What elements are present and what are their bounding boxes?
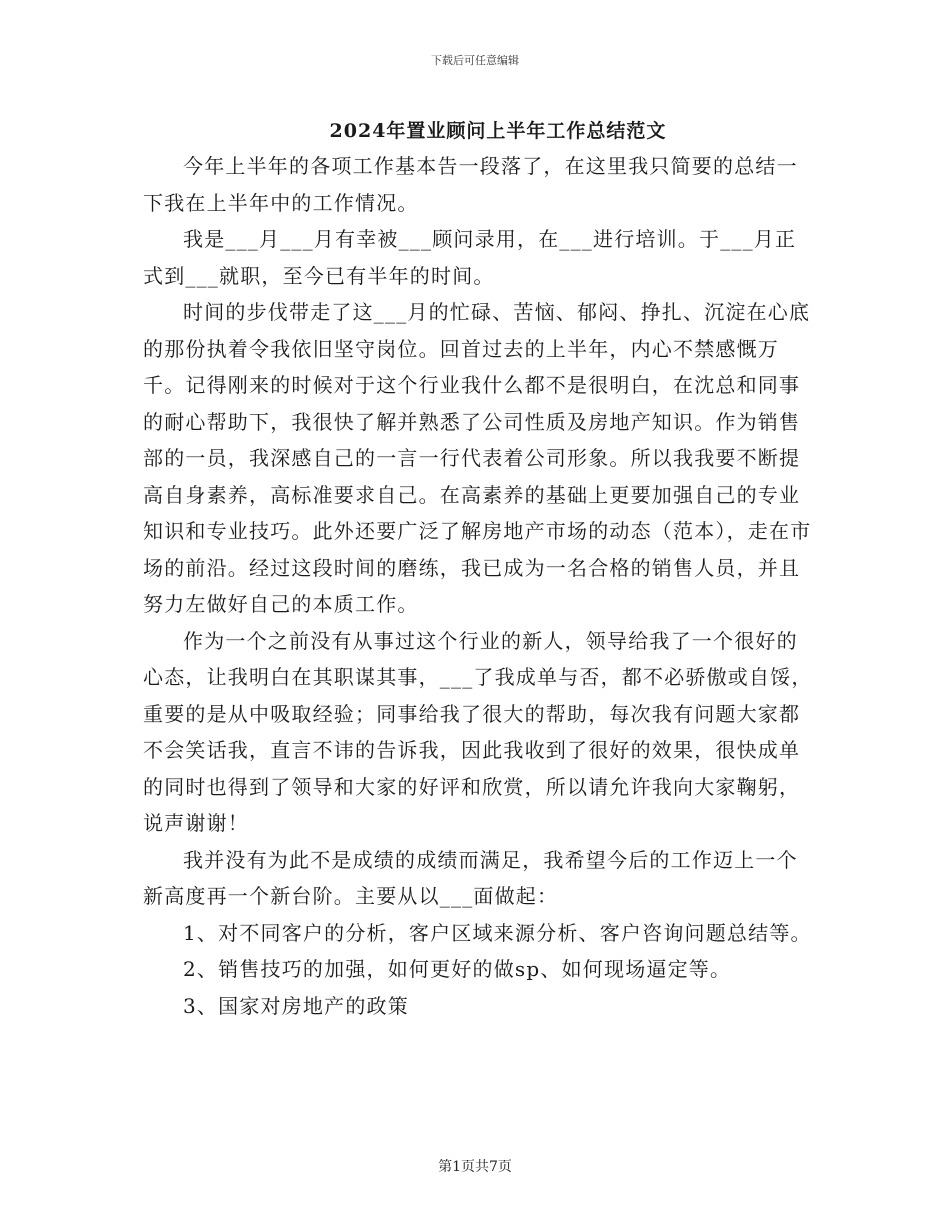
- document-body: [143, 148, 815, 1024]
- document-title: 2024年置业顾问上半年工作总结范文: [329, 120, 667, 142]
- list-item: 3、国家对房地产的政策: [183, 993, 409, 1018]
- header-note: 下载后可任意编辑: [431, 54, 519, 67]
- paragraph-gratitude: 作为一个之前没有从事过这个行业的新人，领导给我了一个很好的心态，让我明白在其职谋其事，___了我成单与否，都不必骄傲或自馁，重要的是从中吸取经验；同事给我了很大的帮助，每次我有问题大家都不会笑话我，直言不讳的告诉我，因此我收到了很好的效果，很快成单的同时也得到了领导和大家的好评和欣赏，所以请允许我向大家鞠躬，说声谢谢！: [143, 628, 813, 835]
- list-item: 1、对不同客户的分析，客户区域来源分析、客户咨询问题总结等。: [183, 920, 812, 945]
- list-item: 2、销售技巧的加强，如何更好的做sp、如何现场逼定等。: [183, 957, 732, 981]
- paragraph-hiring: 我是___月___月有幸被___顾问录用，在___进行培训。于___月正式到___就职，至今已有半年的时间。: [143, 227, 797, 288]
- page-number: 第1页共7页: [438, 1159, 512, 1175]
- paragraph-intro: 今年上半年的各项工作基本告一段落了，在这里我只简要的总结一下我在上半年中的工作情况。: [143, 154, 798, 215]
- paragraph-reflection: 时间的步伐带走了这___月的忙碌、苦恼、郁闷、挣扎、沉淀在心底的那份执着令我依旧坚守岗位。回首过去的上半年，内心不禁感慨万千。记得刚来的时候对于这个行业我什么都不是很明白，在沈总和同事的耐心帮助下，我很快了解并熟悉了公司性质及房地产知识。作为销售部的一员，我深感自己的一言一行代表着公司形象。所以我我要不断提高自身素养，高标准要求自己。在高素养的基础上更要加强自己的专业知识和专业技巧。此外还要广泛了解房地产市场的动态（范本），走在市场的前沿。经过这段时间的磨练，我已成为一名合格的销售人员，并且努力左做好自己的本质工作。: [143, 300, 812, 616]
- paragraph-goals: 我并没有为此不是成绩的成绩而满足，我希望今后的工作迈上一个新高度再一个新台阶。主要从以___面做起：: [143, 847, 798, 908]
